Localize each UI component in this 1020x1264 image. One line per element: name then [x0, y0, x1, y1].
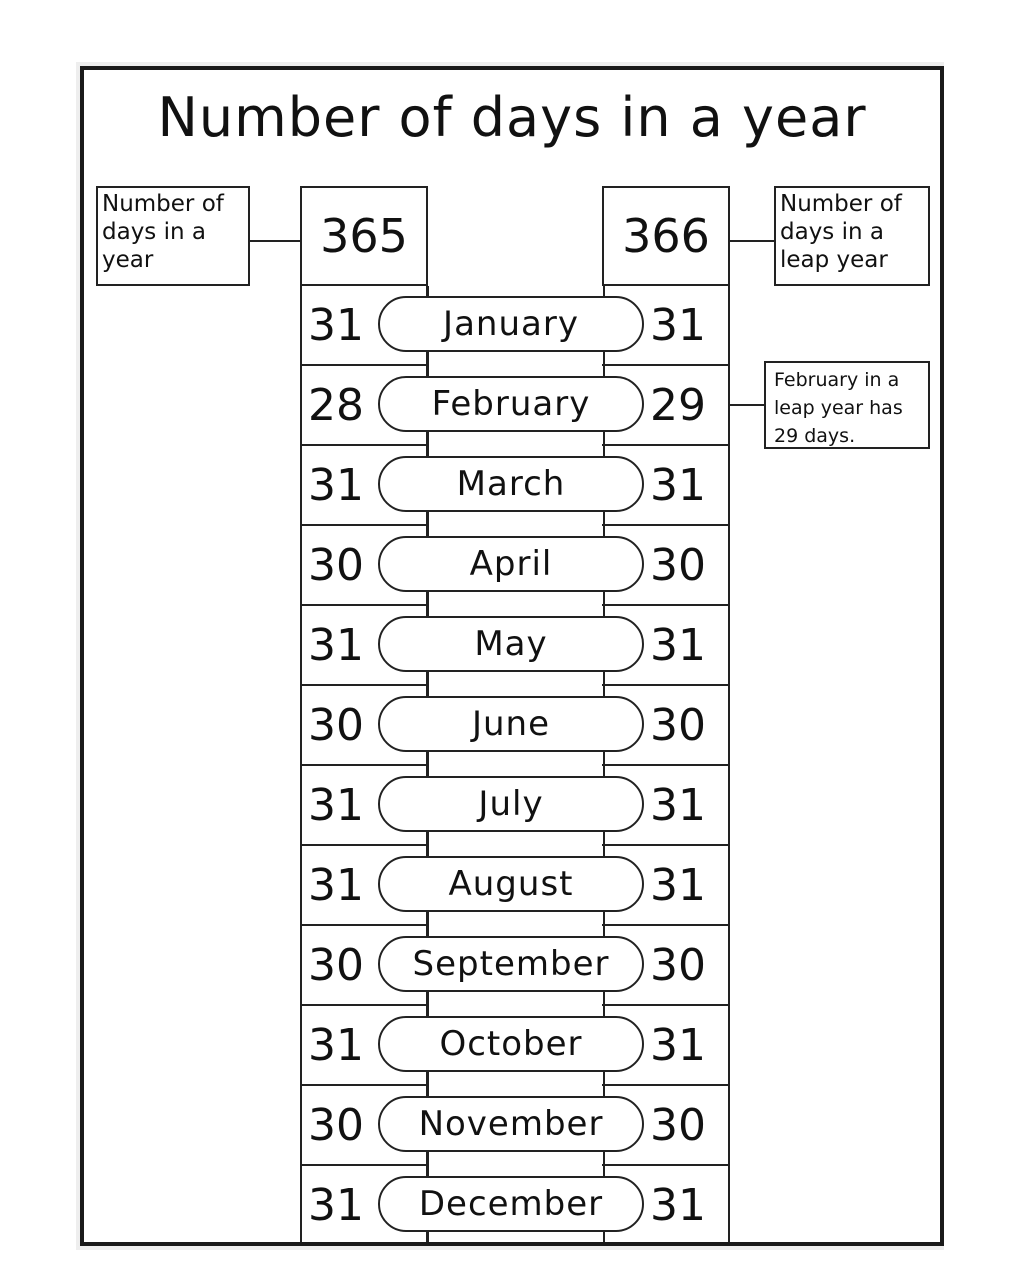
month-label-november: November — [378, 1096, 644, 1152]
leap-days-december: 31 — [650, 1180, 706, 1231]
leap-days-october: 31 — [650, 1020, 706, 1071]
row-divider — [300, 1164, 428, 1166]
days-august: 31 — [308, 860, 364, 911]
row-divider — [602, 1164, 730, 1166]
row-divider — [300, 684, 428, 686]
month-label-june: June — [378, 696, 644, 752]
days-march: 31 — [308, 460, 364, 511]
row-divider — [602, 444, 730, 446]
note-days-in-year: Number of days in a year — [96, 186, 250, 286]
total-leap-year-box: 366 — [602, 186, 730, 286]
row-divider — [300, 364, 428, 366]
row-divider — [300, 924, 428, 926]
days-april: 30 — [308, 540, 364, 591]
row-divider — [602, 684, 730, 686]
row-divider — [602, 364, 730, 366]
month-label-april: April — [378, 536, 644, 592]
leap-days-may: 31 — [650, 620, 706, 671]
days-july: 31 — [308, 780, 364, 831]
leap-days-september: 30 — [650, 940, 706, 991]
month-label-may: May — [378, 616, 644, 672]
month-label-december: December — [378, 1176, 644, 1232]
row-divider — [300, 444, 428, 446]
row-divider — [300, 524, 428, 526]
row-divider — [300, 1004, 428, 1006]
note-days-in-leap-year: Number of days in a leap year — [774, 186, 930, 286]
month-label-september: September — [378, 936, 644, 992]
leap-days-june: 30 — [650, 700, 706, 751]
month-label-october: October — [378, 1016, 644, 1072]
row-divider — [300, 1084, 428, 1086]
days-october: 31 — [308, 1020, 364, 1071]
page-title: Number of days in a year — [157, 86, 867, 149]
row-divider — [602, 1004, 730, 1006]
row-divider — [300, 604, 428, 606]
leap-days-january: 31 — [650, 300, 706, 351]
month-label-january: January — [378, 296, 644, 352]
row-divider — [602, 764, 730, 766]
month-label-july: July — [378, 776, 644, 832]
row-divider — [602, 524, 730, 526]
leap-days-july: 31 — [650, 780, 706, 831]
leap-days-february: 29 — [650, 380, 706, 431]
row-divider — [602, 604, 730, 606]
worksheet-frame — [80, 66, 944, 1246]
days-february: 28 — [308, 380, 364, 431]
days-may: 31 — [308, 620, 364, 671]
leap-days-march: 31 — [650, 460, 706, 511]
row-divider — [602, 924, 730, 926]
connector-year — [250, 240, 300, 242]
connector-february — [730, 404, 764, 406]
leap-days-august: 31 — [650, 860, 706, 911]
days-november: 30 — [308, 1100, 364, 1151]
days-june: 30 — [308, 700, 364, 751]
row-divider — [602, 1084, 730, 1086]
note-february-leap: February in a leap year has 29 days. — [764, 361, 930, 449]
row-divider — [300, 764, 428, 766]
month-label-march: March — [378, 456, 644, 512]
leap-days-april: 30 — [650, 540, 706, 591]
connector-leap-year — [730, 240, 774, 242]
leap-days-november: 30 — [650, 1100, 706, 1151]
row-divider — [602, 844, 730, 846]
month-label-august: August — [378, 856, 644, 912]
days-january: 31 — [308, 300, 364, 351]
days-december: 31 — [308, 1180, 364, 1231]
row-divider — [300, 844, 428, 846]
days-september: 30 — [308, 940, 364, 991]
total-year-box: 365 — [300, 186, 428, 286]
month-label-february: February — [378, 376, 644, 432]
